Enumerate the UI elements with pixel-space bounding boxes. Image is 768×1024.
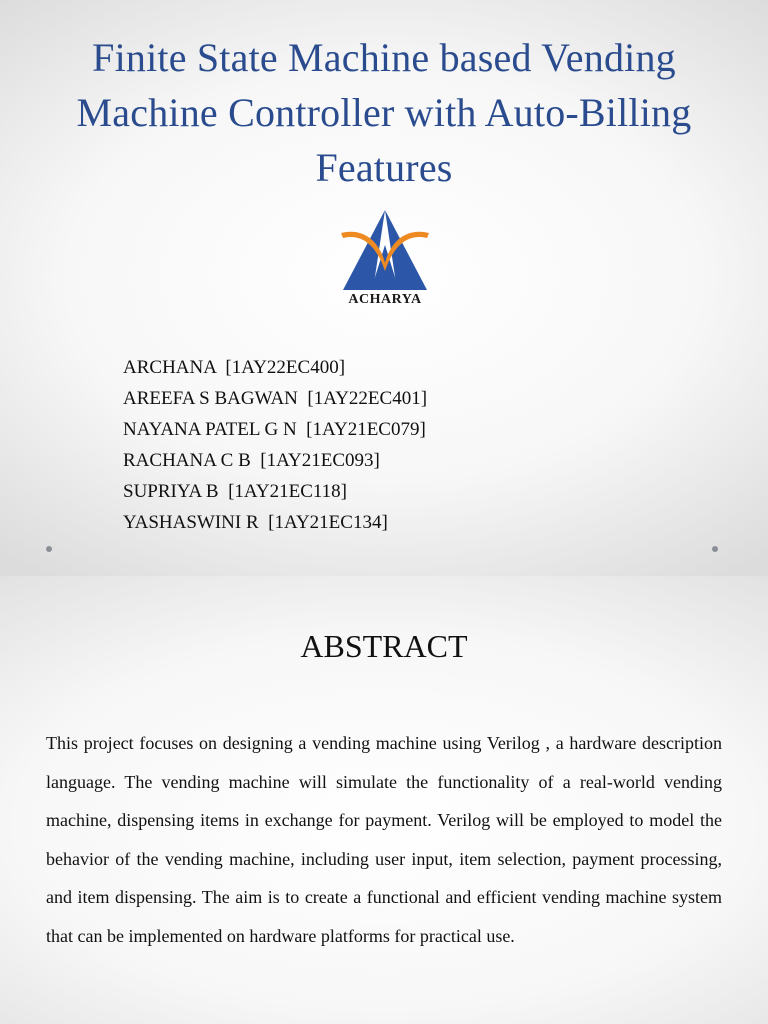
author-list [123, 352, 427, 538]
logo-text: ACHARYA [348, 292, 422, 307]
left-dot-icon [46, 546, 52, 552]
author-item: AREEFA S BAGWAN [1AY22EC401] [123, 388, 428, 409]
right-dot-icon [712, 546, 718, 552]
author-item: NAYANA PATEL G N [1AY21EC079] [123, 419, 426, 440]
author-item: ARCHANA [1AY22EC400] [123, 357, 346, 378]
slide-title: Finite State Machine based Vending Machine Controller with Auto-Billing Features [76, 35, 692, 190]
author-item: YASHASWINI R [1AY21EC134] [123, 512, 388, 533]
abstract-body: This project focuses on designing a vending machine using Verilog , a hardware description language. The vending machine will simulate the functionality of a real-world vending machine, dispensing items in exchange for payment. Verilog will be employed to model the behavior of the vending machine, including user input, item selection, payment processing, and item dispensing. The aim is to create a functional and efficient vending machine system that can be implemented on hardware platforms for practical use. [46, 733, 722, 946]
author-item: SUPRIYA B [1AY21EC118] [123, 481, 347, 502]
abstract-heading: ABSTRACT [300, 628, 468, 664]
abstract-slide [0, 576, 768, 1024]
author-item: RACHANA C B [1AY21EC093] [123, 450, 380, 471]
